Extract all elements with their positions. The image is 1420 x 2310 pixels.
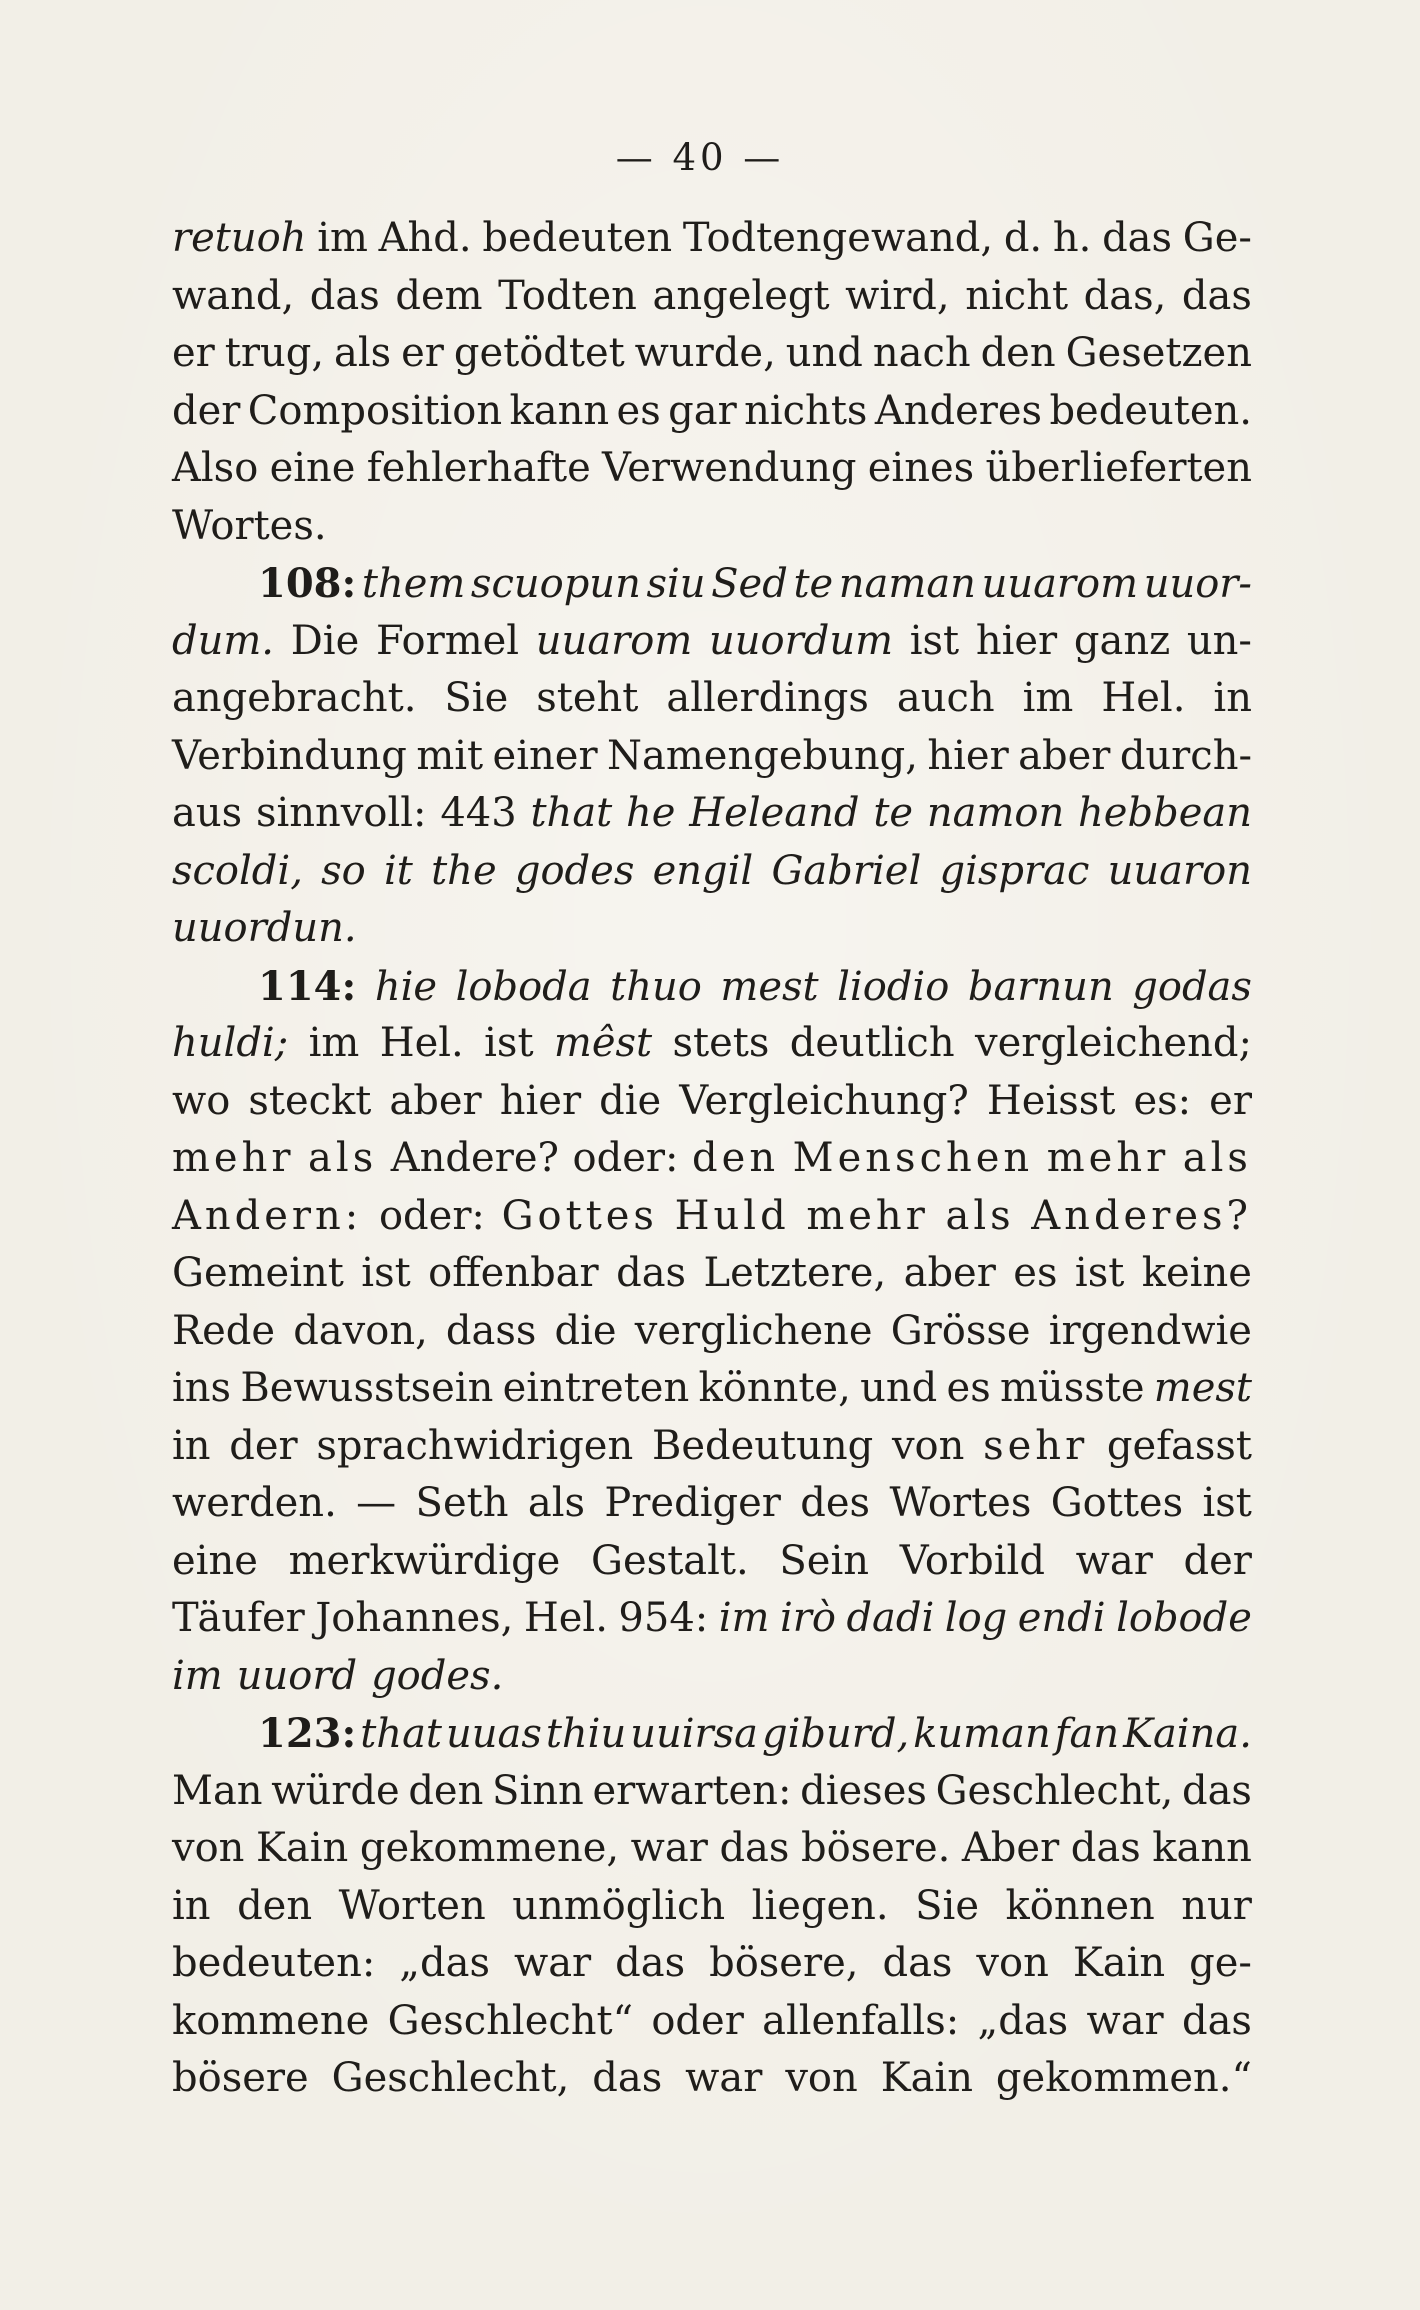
word: Man bbox=[172, 1767, 263, 1814]
word: d. bbox=[1003, 215, 1043, 261]
word: bösere. bbox=[800, 1825, 951, 1871]
text-line bbox=[172, 785, 1252, 843]
text-line bbox=[172, 1993, 1252, 2051]
word: das bbox=[1181, 272, 1252, 319]
word: lobode bbox=[1116, 1595, 1252, 1641]
text-line bbox=[172, 268, 1252, 326]
word: eine bbox=[269, 445, 356, 491]
word: mêst bbox=[553, 1020, 653, 1066]
word: einer bbox=[492, 732, 598, 779]
word: stets bbox=[672, 1020, 770, 1066]
word: irgendwie bbox=[1048, 1307, 1252, 1354]
word: könnte, bbox=[698, 1365, 851, 1411]
text-line bbox=[172, 1245, 1252, 1303]
page-number: — 40 — bbox=[615, 136, 785, 179]
word: war bbox=[630, 1825, 708, 1871]
word: ist bbox=[361, 1250, 411, 1296]
word: Vorbild bbox=[899, 1537, 1045, 1584]
word: der bbox=[172, 387, 241, 434]
word: uuor- bbox=[1143, 561, 1252, 607]
word: Grösse bbox=[890, 1307, 1031, 1354]
word: Composition bbox=[247, 387, 503, 434]
word: als bbox=[527, 1480, 586, 1526]
word: Letztere, bbox=[703, 1250, 887, 1296]
word: allenfalls: bbox=[762, 1997, 960, 2044]
word: können bbox=[1005, 1882, 1155, 1929]
word: war bbox=[1086, 1997, 1164, 2044]
word: das bbox=[615, 1940, 686, 1986]
word: merkwürdige bbox=[288, 1537, 561, 1584]
word: der bbox=[1183, 1537, 1252, 1584]
word: bedeuten. bbox=[1049, 387, 1252, 434]
word: als bbox=[333, 330, 392, 376]
text-line bbox=[172, 1360, 1252, 1418]
word: keine bbox=[1141, 1250, 1252, 1296]
word: giburd, bbox=[761, 1711, 910, 1757]
text-line bbox=[172, 1648, 1252, 1706]
word: Rede bbox=[172, 1307, 276, 1354]
word: Ge- bbox=[1182, 215, 1252, 261]
word: wurde, bbox=[634, 330, 776, 376]
text-line bbox=[172, 1705, 1252, 1763]
text-line bbox=[172, 498, 1252, 556]
text-line bbox=[172, 1015, 1252, 1073]
word: müsste bbox=[1000, 1365, 1145, 1411]
word: den bbox=[237, 1882, 313, 1929]
word: Kaina. bbox=[1123, 1711, 1252, 1757]
word: bedeuten bbox=[482, 215, 673, 261]
word: angebracht. bbox=[172, 675, 417, 721]
word: dadi bbox=[846, 1595, 935, 1641]
word: Sinn bbox=[492, 1767, 584, 1814]
word: nur bbox=[1181, 1882, 1252, 1929]
text-line bbox=[172, 1820, 1252, 1878]
word: h. bbox=[1052, 215, 1092, 261]
word: im bbox=[718, 1595, 770, 1641]
word: allerdings bbox=[666, 675, 869, 721]
word: Aber bbox=[961, 1825, 1060, 1871]
word: mit bbox=[416, 732, 484, 779]
word: fan bbox=[1054, 1711, 1120, 1757]
word: Sie bbox=[444, 675, 509, 721]
word: bösere bbox=[172, 2055, 309, 2101]
word: Kain bbox=[256, 1825, 349, 1871]
word: den bbox=[980, 330, 1056, 376]
word: Täufer bbox=[172, 1595, 305, 1641]
word: — bbox=[356, 1480, 397, 1526]
word: als bbox=[308, 1135, 378, 1181]
word: hier bbox=[975, 617, 1058, 664]
word: Geschlecht, bbox=[331, 2055, 570, 2101]
word: scuopun bbox=[470, 561, 641, 607]
word: Vergleichung? bbox=[679, 1077, 969, 1124]
text-line bbox=[172, 843, 1252, 901]
word: Prediger bbox=[604, 1480, 781, 1526]
word: Gabriel bbox=[771, 847, 922, 894]
word: es bbox=[616, 387, 661, 434]
word: te bbox=[793, 561, 834, 607]
text-line bbox=[172, 1073, 1252, 1131]
word: Heleand bbox=[689, 790, 860, 836]
word: ins bbox=[172, 1365, 232, 1411]
word: in bbox=[1213, 675, 1252, 721]
word: werden. bbox=[172, 1480, 337, 1526]
word: das bbox=[719, 1825, 790, 1871]
word: das bbox=[1070, 1825, 1141, 1871]
word: uuaron bbox=[1107, 847, 1252, 894]
word: dass bbox=[445, 1307, 537, 1354]
word: war bbox=[513, 1940, 592, 1986]
word: irò bbox=[779, 1595, 836, 1641]
word: offenbar bbox=[428, 1250, 599, 1296]
word: als bbox=[945, 1192, 1015, 1239]
word: er bbox=[401, 330, 444, 376]
word: godes bbox=[514, 847, 635, 894]
word: thiu bbox=[545, 1711, 627, 1757]
word: he bbox=[626, 790, 676, 836]
word: un- bbox=[1186, 617, 1252, 664]
text-line bbox=[172, 383, 1252, 441]
text-line bbox=[172, 670, 1252, 728]
word: im bbox=[1022, 675, 1074, 721]
word: Ahd. bbox=[378, 215, 472, 261]
word: er bbox=[1209, 1077, 1252, 1124]
word: uuirsa bbox=[630, 1711, 759, 1757]
word: von bbox=[891, 1422, 965, 1469]
word: Gemeint bbox=[172, 1250, 344, 1296]
word: Wortes bbox=[889, 1480, 1032, 1526]
word: und bbox=[860, 1365, 938, 1411]
word: trug, bbox=[224, 330, 325, 376]
text-line bbox=[172, 1878, 1252, 1936]
word: gisprac bbox=[939, 847, 1090, 894]
word: uuarom bbox=[535, 617, 693, 664]
word: im bbox=[317, 215, 368, 261]
word: Johannes, bbox=[315, 1595, 514, 1641]
word: wo bbox=[172, 1077, 231, 1124]
word: Worten bbox=[338, 1882, 486, 1929]
word: dieses bbox=[800, 1767, 927, 1814]
word: getödtet bbox=[453, 330, 625, 376]
word: Bewusstsein bbox=[240, 1365, 494, 1411]
word: mest bbox=[720, 963, 819, 1010]
word: Andern: bbox=[172, 1192, 363, 1239]
word: Menschen bbox=[792, 1135, 1034, 1181]
word: scoldi, bbox=[172, 847, 303, 894]
word: Verwendung bbox=[602, 445, 857, 491]
word: Hel. bbox=[523, 1595, 608, 1641]
word: steckt bbox=[248, 1077, 372, 1124]
word: liegen. bbox=[751, 1882, 889, 1929]
word: liodio bbox=[837, 963, 950, 1010]
word: the bbox=[431, 847, 497, 894]
word: Seth bbox=[415, 1480, 509, 1526]
word: uuord bbox=[236, 1652, 358, 1699]
word: ist bbox=[484, 1020, 534, 1066]
word: that bbox=[530, 790, 613, 836]
word: steht bbox=[536, 675, 639, 721]
word: Andere? bbox=[390, 1135, 559, 1181]
word: sinnvoll: bbox=[255, 790, 427, 836]
word: Kain bbox=[1072, 1940, 1166, 1986]
word: Wortes. bbox=[172, 502, 327, 549]
word: es bbox=[1013, 1250, 1058, 1296]
word: Kain bbox=[880, 2055, 973, 2101]
word: mehr bbox=[1046, 1135, 1170, 1181]
word: them bbox=[361, 561, 466, 607]
word: eines bbox=[867, 445, 975, 491]
word: Gestalt. bbox=[591, 1537, 749, 1584]
word: it bbox=[384, 847, 413, 894]
word: loboda bbox=[455, 963, 592, 1010]
word: als bbox=[1182, 1135, 1252, 1181]
text-line bbox=[172, 440, 1252, 498]
word: thuo bbox=[610, 963, 702, 1010]
word: hier bbox=[927, 732, 1009, 779]
word: das bbox=[616, 1250, 687, 1296]
word: durch- bbox=[1119, 732, 1252, 779]
word: kommene bbox=[172, 1997, 370, 2044]
word: kuman bbox=[913, 1711, 1051, 1757]
word: namon bbox=[926, 790, 1065, 836]
word: „das bbox=[977, 1997, 1069, 2044]
word: verglichene bbox=[634, 1307, 873, 1354]
word: gekommen.“ bbox=[995, 2055, 1252, 2101]
word: fehlerhafte bbox=[366, 445, 591, 491]
word: die bbox=[554, 1307, 617, 1354]
word: godes. bbox=[371, 1652, 504, 1699]
text-line bbox=[172, 1303, 1252, 1361]
word: hie bbox=[374, 963, 438, 1010]
word: dum. bbox=[172, 617, 275, 664]
word: nach bbox=[872, 330, 971, 376]
word: endi bbox=[1017, 1595, 1106, 1641]
word: war bbox=[1075, 1537, 1153, 1584]
word: retuoh bbox=[172, 215, 307, 261]
word: und bbox=[785, 330, 863, 376]
word: oder: bbox=[378, 1192, 485, 1239]
word: kann bbox=[1152, 1825, 1252, 1871]
word: Namengebung, bbox=[607, 732, 918, 779]
word: von bbox=[976, 1940, 1049, 1986]
word: wand, bbox=[172, 272, 295, 319]
text-line bbox=[172, 1475, 1252, 1533]
word: uuarom bbox=[981, 561, 1139, 607]
word: es: bbox=[1133, 1077, 1192, 1124]
word: erwarten: bbox=[592, 1767, 792, 1814]
word: Sed bbox=[711, 561, 788, 607]
verse-number: 114: bbox=[258, 962, 357, 1010]
word: bösere, bbox=[709, 1940, 859, 1986]
word: nichts bbox=[744, 387, 868, 434]
word: eintreten bbox=[502, 1365, 690, 1411]
word: Gesetzen bbox=[1065, 330, 1252, 376]
word: das bbox=[1181, 1997, 1252, 2044]
word: von bbox=[785, 2055, 858, 2101]
word: von bbox=[172, 1825, 245, 1871]
word: bedeuten: bbox=[172, 1940, 376, 1986]
word: „das bbox=[399, 1940, 490, 1986]
text-line bbox=[172, 2050, 1252, 2108]
word: sprachwidrigen bbox=[316, 1422, 634, 1469]
word: Formel bbox=[375, 617, 520, 664]
word: Todtengewand, bbox=[682, 215, 994, 261]
text-line bbox=[172, 900, 1252, 958]
word: das, bbox=[1083, 272, 1167, 319]
verse-number: 108: bbox=[258, 560, 357, 607]
word: sehr bbox=[983, 1422, 1089, 1469]
word: Todten bbox=[498, 272, 637, 319]
text-line bbox=[172, 210, 1252, 268]
word: uuas bbox=[445, 1711, 542, 1757]
word: that bbox=[360, 1711, 442, 1757]
word: das bbox=[1181, 1767, 1252, 1814]
word: hier bbox=[499, 1077, 582, 1124]
word: der bbox=[229, 1422, 298, 1469]
word: aber bbox=[389, 1077, 482, 1124]
word: in bbox=[172, 1882, 211, 1929]
word: dem bbox=[395, 272, 483, 319]
word: war bbox=[685, 2055, 763, 2101]
word: 443 bbox=[440, 790, 517, 836]
word: oder: bbox=[572, 1135, 679, 1181]
word: gefasst bbox=[1106, 1422, 1252, 1469]
text-line bbox=[172, 1533, 1252, 1591]
word: te bbox=[873, 790, 914, 836]
word: Anderes bbox=[874, 387, 1043, 434]
text-line bbox=[172, 1130, 1252, 1188]
text-line bbox=[172, 728, 1252, 786]
word: eine bbox=[172, 1537, 258, 1584]
word: nicht bbox=[965, 272, 1069, 319]
word: engil bbox=[652, 847, 754, 894]
word: Hel. bbox=[1101, 675, 1186, 721]
word: ganz bbox=[1073, 617, 1171, 664]
word: die bbox=[599, 1077, 662, 1124]
word: angelegt bbox=[652, 272, 830, 319]
word: so bbox=[321, 847, 366, 894]
word: Sie bbox=[915, 1882, 979, 1929]
word: uuordum bbox=[709, 617, 894, 664]
word: uuordun. bbox=[172, 905, 357, 951]
text-line bbox=[172, 1763, 1252, 1821]
word: in bbox=[172, 1422, 211, 1469]
word: im bbox=[172, 1652, 223, 1699]
word: ist bbox=[1202, 1480, 1252, 1526]
text-line bbox=[172, 1418, 1252, 1476]
word: deutlich bbox=[789, 1020, 955, 1066]
text-line bbox=[172, 1590, 1252, 1648]
word: das bbox=[309, 272, 380, 319]
word: im bbox=[308, 1020, 360, 1066]
word: mehr bbox=[806, 1192, 929, 1239]
word: Huld bbox=[674, 1192, 790, 1239]
text-line bbox=[172, 325, 1252, 383]
word: oder bbox=[651, 1997, 744, 2044]
word: ist bbox=[1074, 1250, 1125, 1296]
word: Gottes bbox=[501, 1192, 658, 1239]
word: aus bbox=[172, 790, 243, 836]
word: den bbox=[408, 1767, 484, 1814]
verse-number: 123: bbox=[258, 1710, 357, 1757]
word: Bedeutung bbox=[651, 1422, 874, 1469]
word: Sein bbox=[779, 1537, 870, 1584]
word: ge- bbox=[1189, 1940, 1252, 1986]
word: log bbox=[944, 1595, 1008, 1641]
word: naman bbox=[838, 561, 976, 607]
word: es bbox=[946, 1365, 991, 1411]
word: er bbox=[172, 330, 215, 376]
word: mest bbox=[1153, 1365, 1252, 1411]
word: vergleichend; bbox=[974, 1020, 1252, 1066]
word: auch bbox=[896, 675, 995, 721]
word: das bbox=[592, 2055, 663, 2101]
word: wird, bbox=[845, 272, 950, 319]
word: unmöglich bbox=[512, 1882, 726, 1929]
word: Die bbox=[290, 617, 360, 664]
text-line bbox=[172, 613, 1252, 671]
word: Also bbox=[172, 445, 259, 491]
word: aber bbox=[903, 1250, 996, 1296]
word: des bbox=[800, 1480, 871, 1526]
word: 954: bbox=[618, 1595, 709, 1641]
text-line bbox=[172, 958, 1252, 1016]
text-line bbox=[172, 1935, 1252, 1993]
word: aber bbox=[1018, 732, 1111, 779]
word: Heisst bbox=[986, 1077, 1116, 1124]
word: das bbox=[1102, 215, 1173, 261]
word: den bbox=[692, 1135, 780, 1181]
word: huldi; bbox=[172, 1020, 289, 1066]
word: Gottes bbox=[1050, 1480, 1184, 1526]
word: Geschlecht“ bbox=[387, 1997, 634, 2044]
word: mehr bbox=[172, 1135, 295, 1181]
word: davon, bbox=[293, 1307, 428, 1354]
word: gar bbox=[668, 387, 737, 434]
word: kann bbox=[509, 387, 610, 434]
word: hebbean bbox=[1078, 790, 1252, 836]
word: Geschlecht, bbox=[935, 1767, 1174, 1814]
word: Hel. bbox=[379, 1020, 464, 1066]
word: siu bbox=[646, 561, 706, 607]
word: ist bbox=[909, 617, 960, 664]
word: Verbindung bbox=[172, 732, 407, 779]
text-line bbox=[172, 1188, 1252, 1246]
word: Anderes? bbox=[1031, 1192, 1252, 1239]
word: überlieferten bbox=[985, 445, 1252, 491]
word: würde bbox=[271, 1767, 400, 1814]
word: gekommene, bbox=[359, 1825, 620, 1871]
word: barnun bbox=[967, 963, 1114, 1010]
text-line bbox=[172, 555, 1252, 613]
body-text bbox=[172, 210, 1252, 2108]
word: das bbox=[882, 1940, 953, 1986]
word: godas bbox=[1132, 963, 1252, 1010]
